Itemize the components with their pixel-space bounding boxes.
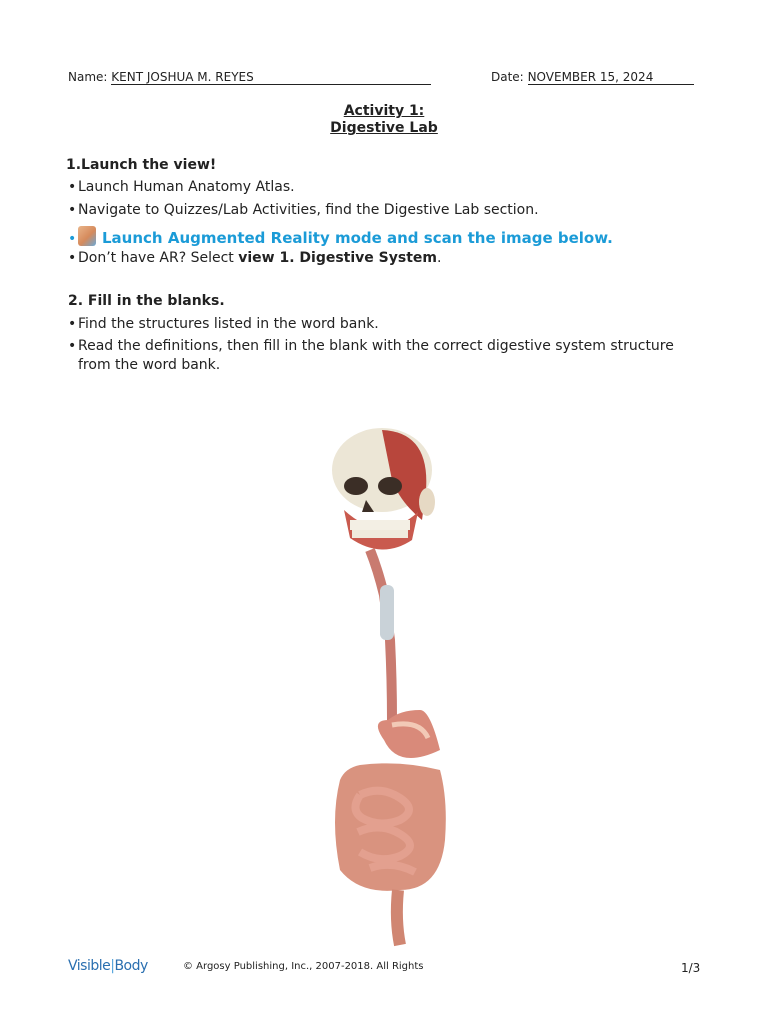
copyright-text: © Argosy Publishing, Inc., 2007-2018. All Rights bbox=[183, 961, 424, 972]
visible-body-logo: Visible|Body bbox=[68, 958, 148, 974]
ar-instruction: • Launch Augmented Reality mode and scan the image below. bbox=[68, 226, 613, 247]
date-value: NOVEMBER 15, 2024 bbox=[528, 70, 694, 85]
section2-heading: 2. Fill in the blanks. bbox=[68, 293, 225, 309]
list-item: • Read the definitions, then fill in the blank with the correct digestive system structure bbox=[68, 338, 674, 354]
list-item: • Find the structures listed in the word bank. bbox=[68, 316, 379, 332]
list-item-continuation: from the word bank. bbox=[78, 357, 221, 373]
lab-title: Digestive Lab bbox=[330, 120, 438, 136]
name-label: Name: bbox=[68, 70, 108, 84]
date-label: Date: bbox=[491, 70, 524, 84]
page-number: 1/3 bbox=[681, 961, 701, 975]
activity-title: Activity 1: bbox=[343, 103, 425, 119]
list-item: • Launch Human Anatomy Atlas. bbox=[68, 179, 295, 195]
trachea bbox=[380, 585, 394, 640]
list-item: • Navigate to Quizzes/Lab Activities, find the Digestive Lab section. bbox=[68, 202, 539, 218]
section1-heading: 1.Launch the view! bbox=[66, 157, 217, 173]
rectum bbox=[397, 890, 400, 945]
digestive-system-image bbox=[300, 420, 470, 960]
name-field bbox=[68, 70, 431, 85]
date-field bbox=[491, 70, 694, 85]
ar-app-icon bbox=[78, 226, 96, 246]
name-value: KENT JOSHUA M. REYES bbox=[111, 70, 431, 85]
no-ar-instruction: • Don’t have AR? Select view 1. Digestive System. bbox=[68, 250, 442, 266]
